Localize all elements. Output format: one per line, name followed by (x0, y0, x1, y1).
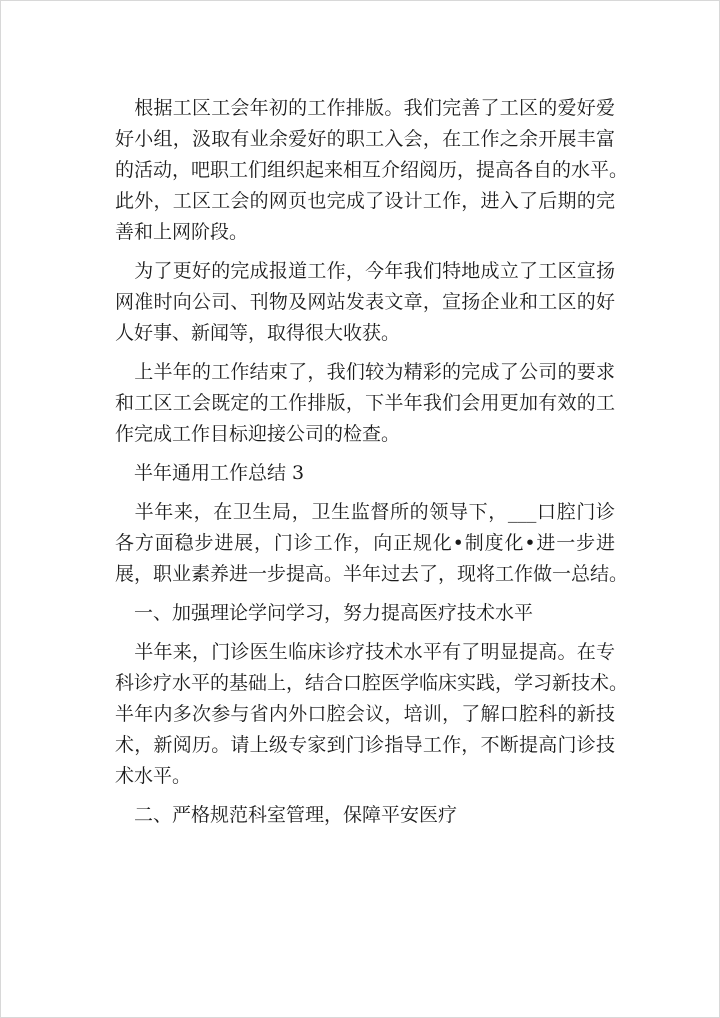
section-title (115, 458, 615, 489)
heading-department-management (115, 800, 615, 831)
text-line: 展，职业素养进一步提高。半年过去了，现将工作做一总结。 (115, 563, 629, 585)
text-line: 的活动，吧职工们组织起来相互介绍阅历，提高各自的水平。 (115, 159, 629, 181)
paragraph-clinical-skills (115, 637, 629, 792)
text-line: 半年通用工作总结 3 (115, 462, 305, 484)
text-line: 好小组，汲取有业余爱好的职工入会，在工作之余开展丰富 (115, 128, 615, 150)
paragraph-gap (115, 450, 615, 458)
text-line: 半年内多次参与省内外口腔会议，培训，了解口腔科的新技 (115, 703, 615, 725)
paragraph-gap (115, 349, 615, 357)
text-line: 一、加强理论学问学习，努力提高医疗技术水平 (115, 602, 534, 624)
text-line: 为了更好的完成报道工作，今年我们特地成立了工区宣扬 (115, 260, 615, 282)
text-line: 术，新阅历。请上级专家到门诊指导工作，不断提高门诊技 (115, 734, 615, 756)
text-line: 网准时向公司、刊物及网站发表文章，宣扬企业和工区的好 (115, 291, 615, 313)
text-line: 科诊疗水平的基础上，结合口腔医学临床实践，学习新技术。 (115, 672, 629, 694)
heading-theory-study (115, 598, 615, 629)
text-line: 和工区工会既定的工作排版，下半年我们会用更加有效的工 (115, 392, 615, 414)
text-line: 善和上网阶段。 (115, 221, 249, 243)
text-line: 半年来，门诊医生临床诊疗技术水平有了明显提高。在专 (115, 641, 615, 663)
paragraph-gap (115, 792, 615, 800)
text-line: 各方面稳步进展，门诊工作，向正规化•制度化•进一步进 (115, 532, 615, 554)
paragraph-publicity-network (115, 256, 615, 349)
text-line: 术水平。 (115, 765, 192, 787)
paragraph-union-work-plan (115, 93, 629, 248)
paragraph-clinic-intro (115, 497, 629, 590)
text-line: 作完成工作目标迎接公司的检查。 (115, 423, 401, 445)
document-body (115, 93, 629, 831)
text-line: 人好事、新闻等，取得很大收获。 (115, 322, 401, 344)
text-line: 此外，工区工会的网页也完成了设计工作，进入了后期的完 (115, 190, 615, 212)
paragraph-gap (115, 590, 615, 598)
paragraph-gap (115, 248, 615, 256)
text-line: 二、严格规范科室管理，保障平安医疗 (115, 804, 458, 826)
text-line: 半年来，在卫生局，卫生监督所的领导下，___口腔门诊 (115, 501, 615, 523)
paragraph-half-year-conclusion (115, 357, 615, 450)
text-line: 上半年的工作结束了，我们较为精彩的完成了公司的要求 (115, 361, 615, 383)
text-line: 根据工区工会年初的工作排版。我们完善了工区的爱好爱 (115, 97, 615, 119)
paragraph-gap (115, 489, 615, 497)
paragraph-gap (115, 629, 615, 637)
